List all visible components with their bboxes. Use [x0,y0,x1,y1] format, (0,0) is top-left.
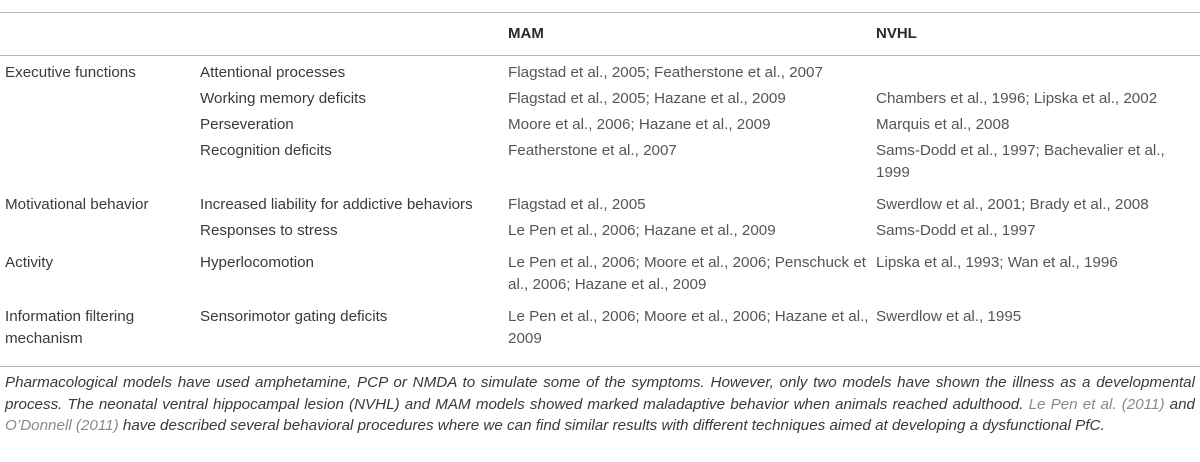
category-cell: Motivational behavior [5,196,149,213]
item-cell: Working memory deficits [200,90,366,107]
header-mam: MAM [508,24,544,42]
mam-cell: Le Pen et al., 2006; Moore et al., 2006; Hazane et al., 2009 [508,308,869,347]
table-row [0,220,1200,246]
mam-cell: Featherstone et al., 2007 [508,142,677,159]
mam-cell: Le Pen et al., 2006; Hazane et al., 2009 [508,222,776,239]
footnote-text: have described several behavioral procedures where we can find similar results with different techniques aimed at developing a dysfunctional PfC. [118,417,1105,434]
category-cell [0,88,200,114]
item-cell: Perseveration [200,116,294,133]
footnote-citation-link[interactable]: Le Pen et al. (2011) [1028,395,1165,413]
category-cell: Information filtering mechanism [5,308,135,347]
item-cell: Increased liability for addictive behaviors [200,196,473,213]
nvhl-cell: Swerdlow et al., 2001; Brady et al., 2008 [876,196,1149,213]
header-row [0,12,1200,55]
table-row [0,188,1200,220]
mam-cell: Flagstad et al., 2005; Featherstone et al., 2007 [508,64,823,81]
mam-cell: Flagstad et al., 2005 [508,196,646,213]
header-category [0,12,200,55]
category-cell [0,114,200,140]
mam-cell: Le Pen et al., 2006; Moore et al., 2006; Penschuck et al., 2006; Hazane et al., 2009 [508,254,866,293]
nvhl-cell: Swerdlow et al., 1995 [876,308,1022,325]
nvhl-cell: Sams-Dodd et al., 1997; Bachevalier et al., 1999 [876,142,1165,181]
behavior-models-table [0,12,1200,354]
table-row [0,300,1200,354]
table-row [0,114,1200,140]
item-cell: Attentional processes [200,64,346,81]
category-cell: Executive functions [5,64,136,81]
mam-cell: Moore et al., 2006; Hazane et al., 2009 [508,116,771,133]
item-cell: Responses to stress [200,222,338,239]
table-footnote [5,372,1195,437]
table-row [0,246,1200,300]
item-cell: Sensorimotor gating deficits [200,308,388,325]
mam-cell: Flagstad et al., 2005; Hazane et al., 2009 [508,90,786,107]
table-row [0,55,1200,88]
nvhl-cell: Lipska et al., 1993; Wan et al., 1996 [876,254,1118,271]
bottom-rule [0,366,1200,367]
category-cell [0,140,200,188]
footnote-citation-link[interactable]: O’Donnell (2011) [5,417,119,434]
nvhl-cell: Marquis et al., 2008 [876,116,1010,133]
table-row [0,140,1200,188]
header-item [200,12,508,55]
category-cell [0,220,200,246]
nvhl-cell: Sams-Dodd et al., 1997 [876,222,1036,239]
table-row [0,88,1200,114]
footnote-text: Pharmacological models have used amphetamine, PCP or NMDA to simulate some of the symptoms. However, only two models have shown the illness as a developmental process. The neonatal ventral hippocampal lesion (NVHL) and MAM models showed marked maladaptive behavior when animals reached adulthood. [5,374,1195,413]
category-cell: Activity [5,254,54,271]
nvhl-cell [876,55,1200,88]
footnote-text: and [1164,395,1195,413]
item-cell: Hyperlocomotion [200,254,314,271]
item-cell: Recognition deficits [200,142,332,159]
header-nvhl: NVHL [876,24,917,42]
nvhl-cell: Chambers et al., 1996; Lipska et al., 2002 [876,90,1158,107]
